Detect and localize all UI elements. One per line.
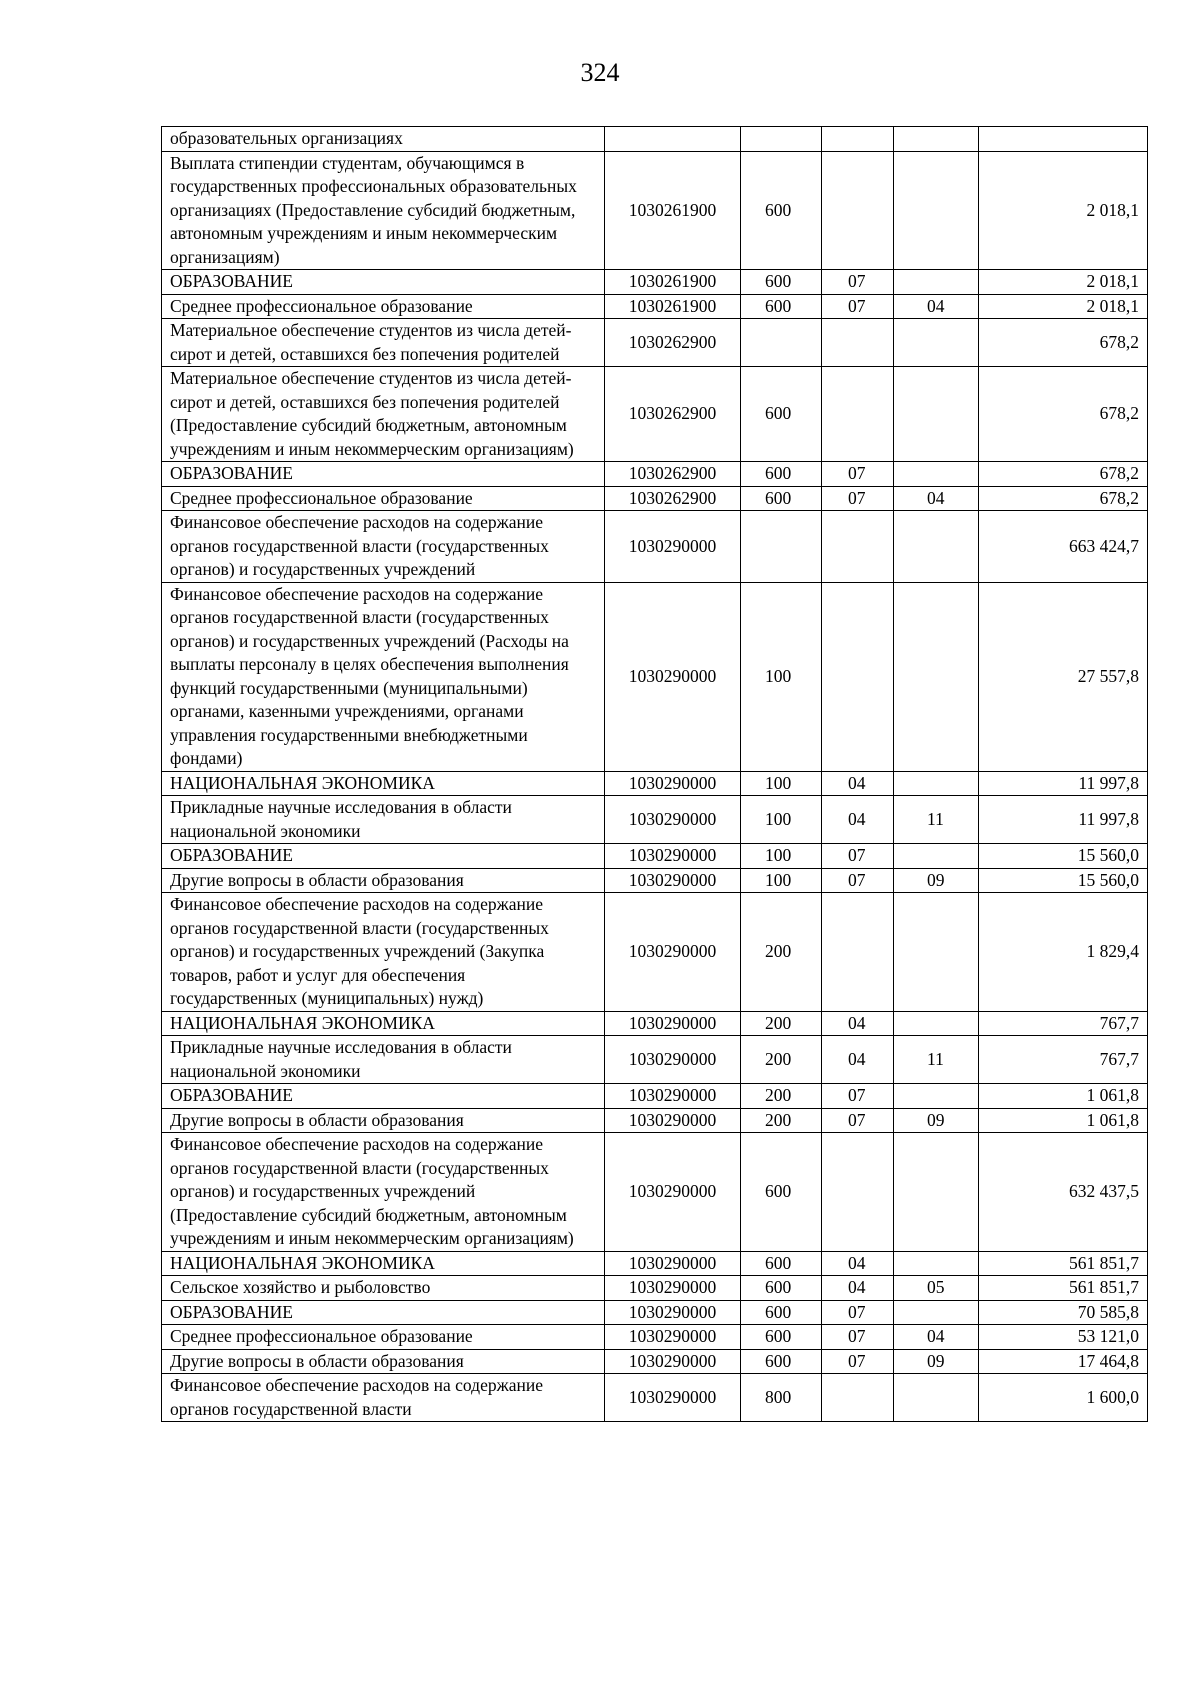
cell-name: образовательных организациях [162,127,605,152]
cell-expense-type: 100 [741,771,822,796]
cell-section [822,1374,894,1422]
cell-name: Сельское хозяйство и рыболовство [162,1276,605,1301]
cell-amount: 27 557,8 [979,582,1148,771]
table-row [162,1374,1148,1422]
cell-name: Финансовое обеспечение расходов на содержание органов государственной власти (государственных органов) и государственных учреждений (Закупка товаров, работ и услуг для обеспечения государственных (муниципальных) нужд) [162,893,605,1012]
cell-expense-type [741,511,822,583]
cell-subsection: 09 [894,1349,979,1374]
cell-amount: 767,7 [979,1011,1148,1036]
cell-target-code: 1030290000 [605,511,741,583]
cell-name: ОБРАЗОВАНИЕ [162,270,605,295]
cell-expense-type: 600 [741,1349,822,1374]
cell-subsection: 04 [894,1325,979,1350]
cell-target-code: 1030290000 [605,1011,741,1036]
cell-target-code: 1030290000 [605,1036,741,1084]
table-row [162,486,1148,511]
cell-target-code: 1030290000 [605,582,741,771]
cell-section [822,582,894,771]
cell-amount: 2 018,1 [979,294,1148,319]
cell-name: Прикладные научные исследования в области национальной экономики [162,1036,605,1084]
cell-target-code: 1030290000 [605,1133,741,1252]
cell-subsection [894,462,979,487]
table-row [162,151,1148,270]
cell-section: 04 [822,1276,894,1301]
cell-target-code [605,127,741,152]
cell-subsection [894,319,979,367]
cell-section: 07 [822,462,894,487]
cell-target-code: 1030290000 [605,1325,741,1350]
budget-table [161,126,1148,1422]
cell-amount: 561 851,7 [979,1276,1148,1301]
cell-name: Среднее профессиональное образование [162,486,605,511]
cell-section: 07 [822,1325,894,1350]
cell-amount: 678,2 [979,462,1148,487]
cell-section: 07 [822,270,894,295]
cell-amount: 2 018,1 [979,270,1148,295]
cell-name: Материальное обеспечение студентов из числа детей-сирот и детей, оставшихся без попечения родителей (Предоставление субсидий бюджетным, автономным учреждениям и иным некоммерческим организациям) [162,367,605,462]
cell-expense-type: 100 [741,796,822,844]
cell-name: ОБРАЗОВАНИЕ [162,1300,605,1325]
cell-name: Среднее профессиональное образование [162,294,605,319]
table-row [162,270,1148,295]
cell-expense-type: 100 [741,868,822,893]
cell-target-code: 1030290000 [605,844,741,869]
cell-target-code: 1030261900 [605,151,741,270]
table-row [162,1325,1148,1350]
table-row [162,511,1148,583]
cell-target-code: 1030290000 [605,1374,741,1422]
cell-subsection: 05 [894,1276,979,1301]
table-row [162,893,1148,1012]
cell-section: 04 [822,1251,894,1276]
cell-amount: 2 018,1 [979,151,1148,270]
cell-amount: 632 437,5 [979,1133,1148,1252]
cell-section: 07 [822,486,894,511]
cell-amount: 678,2 [979,319,1148,367]
budget-table-body [162,127,1148,1422]
cell-expense-type: 200 [741,1084,822,1109]
cell-name: Материальное обеспечение студентов из числа детей-сирот и детей, оставшихся без попечения родителей [162,319,605,367]
cell-target-code: 1030262900 [605,319,741,367]
cell-subsection [894,1251,979,1276]
cell-target-code: 1030290000 [605,796,741,844]
cell-subsection: 11 [894,796,979,844]
cell-expense-type: 600 [741,1251,822,1276]
cell-target-code: 1030261900 [605,294,741,319]
cell-name: Другие вопросы в области образования [162,1108,605,1133]
cell-section: 04 [822,1036,894,1084]
cell-section [822,1133,894,1252]
cell-name: Прикладные научные исследования в области национальной экономики [162,796,605,844]
cell-name: ОБРАЗОВАНИЕ [162,844,605,869]
cell-subsection: 09 [894,868,979,893]
cell-section [822,319,894,367]
cell-target-code: 1030290000 [605,1349,741,1374]
cell-target-code: 1030290000 [605,1084,741,1109]
table-row [162,844,1148,869]
cell-subsection [894,771,979,796]
table-row [162,1084,1148,1109]
cell-section: 07 [822,294,894,319]
cell-amount: 15 560,0 [979,844,1148,869]
cell-expense-type: 800 [741,1374,822,1422]
cell-target-code: 1030262900 [605,367,741,462]
cell-section [822,127,894,152]
cell-subsection [894,1300,979,1325]
cell-name: ОБРАЗОВАНИЕ [162,1084,605,1109]
cell-subsection: 04 [894,486,979,511]
cell-name: Выплата стипендии студентам, обучающимся в государственных профессиональных образовательных организациях (Предоставление субсидий бюджетным, автономным учреждениям и иным некоммерческим организациям) [162,151,605,270]
cell-section [822,151,894,270]
cell-subsection: 11 [894,1036,979,1084]
cell-expense-type: 600 [741,1133,822,1252]
cell-expense-type: 600 [741,270,822,295]
cell-target-code: 1030290000 [605,893,741,1012]
cell-expense-type: 600 [741,367,822,462]
cell-subsection [894,511,979,583]
table-row [162,1251,1148,1276]
cell-amount: 678,2 [979,367,1148,462]
table-row [162,582,1148,771]
cell-name: НАЦИОНАЛЬНАЯ ЭКОНОМИКА [162,1251,605,1276]
table-row [162,1133,1148,1252]
table-row [162,1011,1148,1036]
cell-expense-type: 200 [741,1036,822,1084]
cell-name: Финансовое обеспечение расходов на содержание органов государственной власти [162,1374,605,1422]
cell-name: Другие вопросы в области образования [162,868,605,893]
cell-amount: 663 424,7 [979,511,1148,583]
cell-expense-type: 200 [741,1108,822,1133]
cell-expense-type: 600 [741,462,822,487]
cell-subsection [894,1084,979,1109]
cell-section [822,511,894,583]
page-number: 324 [580,58,620,87]
cell-expense-type: 600 [741,486,822,511]
cell-amount: 1 061,8 [979,1108,1148,1133]
cell-subsection [894,1374,979,1422]
cell-section: 07 [822,868,894,893]
cell-target-code: 1030290000 [605,1251,741,1276]
cell-section: 07 [822,844,894,869]
cell-amount: 767,7 [979,1036,1148,1084]
cell-subsection [894,582,979,771]
table-row [162,294,1148,319]
cell-subsection [894,367,979,462]
cell-expense-type: 600 [741,1300,822,1325]
table-row [162,367,1148,462]
cell-amount [979,127,1148,152]
cell-expense-type [741,319,822,367]
cell-amount: 1 600,0 [979,1374,1148,1422]
cell-name: Финансовое обеспечение расходов на содержание органов государственной власти (государственных органов) и государственных учреждений (Предоставление субсидий бюджетным, автономным учреждениям и иным некоммерческим организациям) [162,1133,605,1252]
table-row [162,319,1148,367]
cell-amount: 561 851,7 [979,1251,1148,1276]
table-row [162,1276,1148,1301]
table-row [162,1349,1148,1374]
cell-target-code: 1030262900 [605,462,741,487]
cell-amount: 678,2 [979,486,1148,511]
cell-target-code: 1030290000 [605,1300,741,1325]
cell-subsection [894,270,979,295]
cell-subsection: 09 [894,1108,979,1133]
table-row [162,1108,1148,1133]
cell-subsection [894,1011,979,1036]
cell-expense-type: 100 [741,582,822,771]
cell-section [822,893,894,1012]
cell-name: Финансовое обеспечение расходов на содержание органов государственной власти (государственных органов) и государственных учреждений [162,511,605,583]
cell-amount: 1 061,8 [979,1084,1148,1109]
cell-section: 07 [822,1108,894,1133]
cell-target-code: 1030290000 [605,771,741,796]
cell-expense-type: 600 [741,294,822,319]
cell-section: 04 [822,1011,894,1036]
cell-amount: 15 560,0 [979,868,1148,893]
cell-target-code: 1030261900 [605,270,741,295]
cell-section: 07 [822,1300,894,1325]
cell-subsection [894,1133,979,1252]
cell-name: Среднее профессиональное образование [162,1325,605,1350]
cell-name: ОБРАЗОВАНИЕ [162,462,605,487]
cell-expense-type: 600 [741,1276,822,1301]
cell-expense-type [741,127,822,152]
cell-section [822,367,894,462]
cell-expense-type: 200 [741,1011,822,1036]
cell-section: 04 [822,771,894,796]
table-row [162,796,1148,844]
cell-name: НАЦИОНАЛЬНАЯ ЭКОНОМИКА [162,1011,605,1036]
cell-expense-type: 200 [741,893,822,1012]
cell-name: НАЦИОНАЛЬНАЯ ЭКОНОМИКА [162,771,605,796]
cell-expense-type: 600 [741,151,822,270]
cell-section: 04 [822,796,894,844]
cell-target-code: 1030290000 [605,868,741,893]
cell-name: Финансовое обеспечение расходов на содержание органов государственной власти (государственных органов) и государственных учреждений (Расходы на выплаты персоналу в целях обеспечения выполнения функций государственными (муниципальными) органами, казенными учреждениями, органами управления государственными внебюджетными фондами) [162,582,605,771]
cell-amount: 17 464,8 [979,1349,1148,1374]
cell-amount: 11 997,8 [979,796,1148,844]
table-row [162,868,1148,893]
cell-subsection [894,151,979,270]
cell-subsection [894,844,979,869]
table-row [162,1300,1148,1325]
cell-name: Другие вопросы в области образования [162,1349,605,1374]
cell-amount: 11 997,8 [979,771,1148,796]
cell-amount: 1 829,4 [979,893,1148,1012]
cell-amount: 53 121,0 [979,1325,1148,1350]
cell-subsection [894,893,979,1012]
cell-target-code: 1030262900 [605,486,741,511]
cell-subsection [894,127,979,152]
cell-target-code: 1030290000 [605,1276,741,1301]
table-row [162,462,1148,487]
table-row [162,1036,1148,1084]
cell-target-code: 1030290000 [605,1108,741,1133]
cell-amount: 70 585,8 [979,1300,1148,1325]
cell-subsection: 04 [894,294,979,319]
cell-expense-type: 600 [741,1325,822,1350]
cell-expense-type: 100 [741,844,822,869]
cell-section: 07 [822,1349,894,1374]
table-row [162,771,1148,796]
table-row [162,127,1148,152]
cell-section: 07 [822,1084,894,1109]
